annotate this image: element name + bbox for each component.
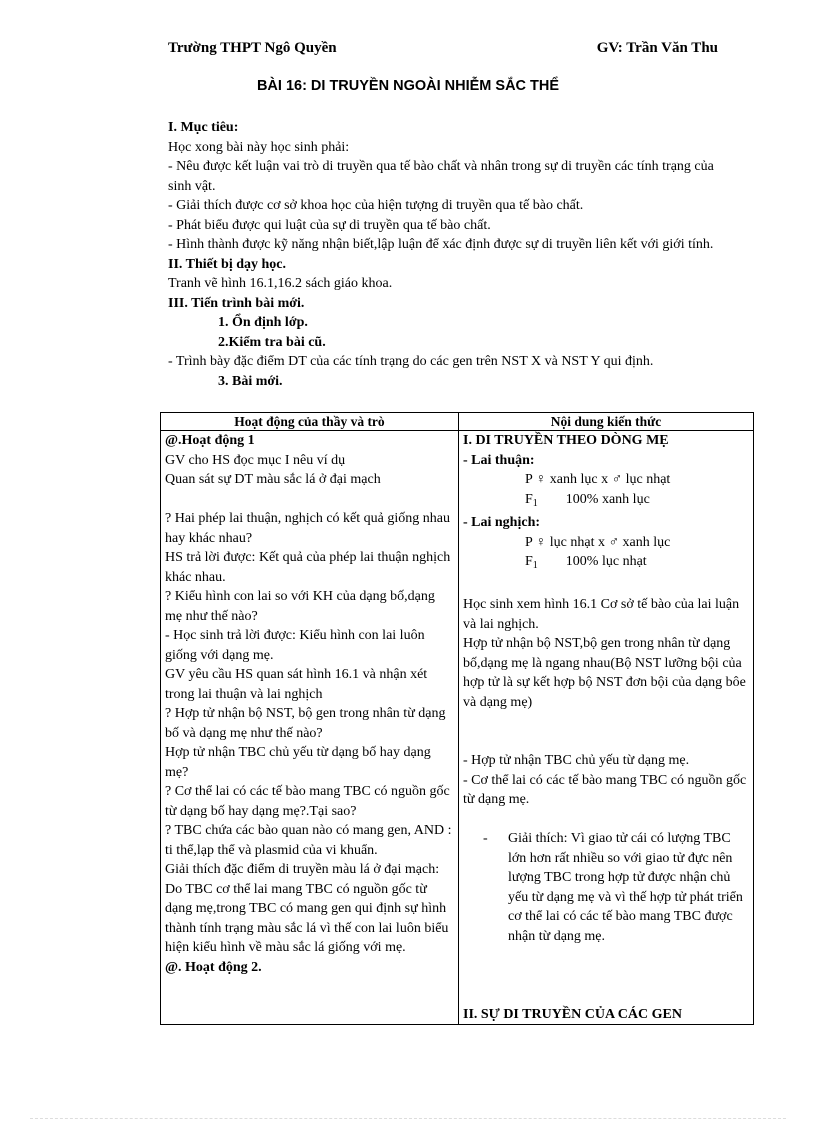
section3-heading: III. Tiến trình bài mới. [168, 295, 305, 311]
objective-line: Học xong bài này học sinh phải: [168, 139, 350, 155]
activity-line: - Học sinh trả lời được: Kiểu hình con lai luôn giống với dạng mẹ. [165, 628, 425, 663]
activity-line: ? Cơ thể lai có các tế bào mang TBC có nguồn gốc từ dạng bố hay dạng mẹ?.Tại sao? [165, 784, 450, 819]
lai-nghich-f1: $F_1$ 100% lục nhạt [525, 554, 647, 571]
section2-heading: II. Thiết bị dạy học. [168, 256, 286, 272]
activity-2-heading: @. Hoạt động 2. [165, 959, 262, 975]
content-para: Hợp tử nhận bộ NST,bộ gen trong nhân từ dạng bố,dạng mẹ là ngang nhau(Bộ NST lưỡng bội của hợp tử là sự kết hợp bộ NST đơn bội của dạng bôe và dạng mẹ) [463, 636, 746, 710]
section1-heading: I. Mục tiêu: [168, 120, 239, 135]
content-para: - Cơ thể lai có các tế bào mang TBC có nguồn gốc từ dạng mẹ. [463, 772, 747, 807]
lai-thuan-f1: $F_1$ 100% xanh lục [525, 491, 650, 509]
step-1: 1. Ổn định lớp. [218, 315, 308, 330]
spacer [463, 810, 749, 830]
spacer [463, 576, 749, 596]
objective-line: - Giải thích được cơ sở khoa học của hiện tượng di truyền qua tế bào chất. [168, 198, 584, 213]
col-header-content: Nội dung kiến thức [459, 413, 754, 431]
step-2: 2.Kiểm tra bài cũ. [218, 334, 326, 350]
activity-line: GV cho HS đọc mục I nêu ví dụ [165, 452, 346, 468]
content-heading-1: I. DI TRUYỀN THEO DÒNG MẸ [463, 433, 669, 448]
activity-line: HS trả lời được: Kết quả của phép lai thuận nghịch khác nhau. [165, 550, 451, 585]
step-2-text: - Trình bày đặc điểm DT của các tính trạng do các gen trên NST X và NST Y qui định. [168, 354, 654, 369]
activities-cell [161, 431, 459, 1025]
explanation-bullet [463, 829, 749, 946]
activity-1-heading: @.Hoạt động 1 [165, 433, 255, 448]
lai-thuan-label: - Lai thuận: [463, 452, 535, 468]
activity-line: Hợp tử nhận TBC chủ yếu từ dạng bố hay dạng mẹ? [165, 745, 431, 780]
lesson-table [160, 412, 754, 1025]
activity-line: ? TBC chứa các bào quan nào có mang gen, AND : ti thể,lạp thể và plasmid của vi khuẩn. [165, 823, 452, 858]
page-bottom-divider [30, 1118, 786, 1119]
objective-line: - Hình thành được kỹ năng nhận biết,lập luận để xác định được sự di truyền liên kết với giới tính. [168, 237, 714, 252]
step-3: 3. Bài mới. [218, 373, 283, 389]
lesson-body [168, 118, 738, 391]
activity-line: ? Hợp tử nhận bộ NST, bộ gen trong nhân từ dạng bố và dạng mẹ như thế nào? [165, 706, 446, 741]
content-heading-2: II. SỰ DI TRUYỀN CỦA CÁC GEN [463, 1006, 682, 1022]
teacher-name: GV: Trần Văn Thu [596, 40, 718, 56]
lai-thuan-p: P ♀ xanh lục x ♂ lục nhạt [525, 472, 671, 487]
content-para: Học sinh xem hình 16.1 Cơ sở tế bào của lai luận và lai nghịch. [463, 597, 740, 632]
bullet-dash: - [483, 831, 488, 846]
activity-line: Giải thích đặc điểm di truyền màu lá ở đại mạch: Do TBC cơ thể lai mang TBC có nguồn gốc từ dạng mẹ,trong TBC có mang gen qui định sự hình thành tính trạng màu sắc lá vì thế con lai luôn biểu hiện kiểu hình về màu sắc lá giống với mẹ. [165, 862, 449, 955]
objective-line: - Phát biểu được qui luật của sự di truyền qua tế bào chất. [168, 217, 491, 233]
activity-line: GV yêu cầu HS quan sát hình 16.1 và nhận xét trong lai thuận và lai nghịch [165, 667, 428, 702]
spacer [165, 490, 454, 510]
spacer [463, 946, 749, 1005]
content-cell [459, 431, 754, 1025]
lesson-title: BÀI 16: DI TRUYỀN NGOÀI NHIỄM SẮC THỂ [256, 78, 560, 94]
activity-line: Quan sát sự DT màu sắc lá ở đại mạch [165, 472, 381, 487]
activity-line: ? Hai phép lai thuận, nghịch có kết quả giống nhau hay khác nhau? [165, 511, 450, 546]
lai-nghich-label: - Lai nghịch: [463, 515, 541, 530]
explanation-text: Giải thích: Vì giao tử cái có lượng TBC lớn hơn rất nhiều so với giao tử đực nên lượng TBC trong hợp tử được nhận chủ yếu từ dạng mẹ và vì thế hợp tử phát triển cơ thể lai có các tế bào mang TBC được nhận từ dạng mẹ. [508, 831, 743, 944]
spacer [463, 712, 749, 751]
content-para: - Hợp tử nhận TBC chủ yếu từ dạng mẹ. [463, 753, 690, 768]
lai-nghich-p: P ♀ lục nhạt x ♂ xanh lục [525, 534, 671, 550]
col-header-activities: Hoạt động của thầy và trò [161, 413, 459, 431]
school-name: Trường THPT Ngô Quyền [168, 40, 337, 56]
activity-line: ? Kiểu hình con lai so với KH của dạng bố,dạng mẹ như thế nào? [165, 589, 435, 624]
objective-line: - Nêu được kết luận vai trò di truyền qua tế bào chất và nhân trong sự di truyền các tính trạng của sinh vật. [168, 159, 714, 194]
equipment-text: Tranh vẽ hình 16.1,16.2 sách giáo khoa. [168, 276, 393, 291]
